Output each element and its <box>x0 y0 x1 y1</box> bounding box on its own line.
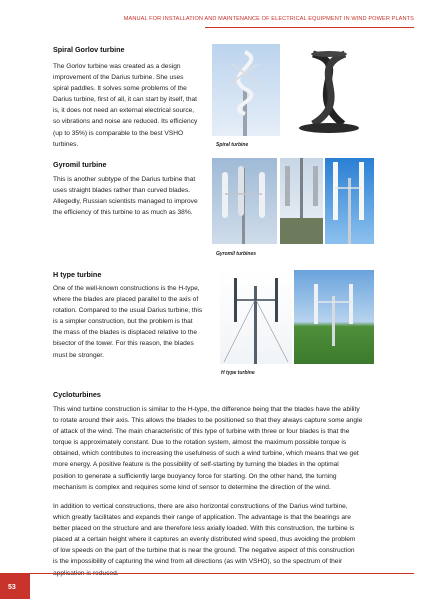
spiral-turbine-photo-2 <box>283 44 373 136</box>
text-line: Darius turbine, first of all, it can start by itself, that <box>53 96 198 104</box>
text-line: better placed on the structure and are therefore less axially loaded. With this construction, the turbine is <box>53 525 355 533</box>
text-line: placed at a certain height where it captures an evenly distributed wind speed, thus avoiding the problem <box>53 536 356 544</box>
text-line: torque is approximately constant. Due to the rotation system, almost the maximum possible torque is <box>53 439 347 447</box>
spiral-turbine-photo-1 <box>212 44 280 136</box>
text-line: is the impossibility of capturing the wind from all directions (as with VSHO), so the spectrum of their <box>53 558 343 566</box>
text-line: spiral paddles. It solves some problems of the <box>53 85 187 93</box>
paragraph-cycloturbines-2 <box>53 501 382 579</box>
text-line: In addition to vertical constructions, there are also horizontal constructions of the Darius wind turbine, <box>53 503 348 510</box>
text-line: improvement of the Darius turbine. She uses <box>53 74 184 82</box>
page-number: 53 <box>8 584 16 591</box>
text-line: which greatly facilitates and expands their range of application. The advantage is that the bearings are <box>53 514 351 522</box>
text-line: Allegedly, Russian scientists managed to improve <box>53 198 198 206</box>
running-header: MANUAL FOR INSTALLATION AND MAINTENANCE OF ELECTRICAL EQUIPMENT IN WIND POWER PLANTS <box>123 16 414 22</box>
text-line: One of the well-known constructions is the H-type, <box>53 285 200 292</box>
section-title-htype: H type turbine <box>53 270 102 279</box>
gyromil-turbine-photo-3 <box>325 158 374 244</box>
text-line: turbines. <box>53 140 79 148</box>
text-line: must be stronger. <box>53 351 104 359</box>
text-line: This is another subtype of the Darius turbine that <box>53 176 196 183</box>
paragraph-cycloturbines-1 <box>53 404 382 493</box>
caption-gyromil: Gyromil turbines <box>216 251 257 257</box>
text-line: to rotate around their axis. This allows the blades to be positioned so that they always capture some angle <box>53 417 363 425</box>
caption-htype: H type turbine <box>221 370 255 376</box>
h-type-turbine-photo-1 <box>220 270 292 364</box>
text-line: This wind turbine construction is similar to the H-type, the difference being that the blades have the ability <box>53 406 360 413</box>
footer-rule <box>30 573 414 574</box>
text-line: position to generate a sufficiently large buoyancy force for starting. On the other hand, the turning <box>53 472 337 480</box>
caption-spiral: Spiral turbine <box>216 142 249 148</box>
header-rule <box>205 27 414 28</box>
section-title-spiral: Spiral Gorlov turbine <box>53 45 125 54</box>
gyromil-turbine-photo-2 <box>280 158 323 244</box>
text-line: so vibrations and noise are reduced. Its efficiency <box>53 118 198 126</box>
h-type-turbine-photo-2 <box>294 270 374 364</box>
paragraph-gyromil <box>53 174 207 218</box>
section-title-cycloturbines: Cycloturbines <box>53 390 101 399</box>
text-line: of attack of the wind. The main characteristic of this type of turbine with three or four blades is that the <box>53 428 350 436</box>
gyromil-turbine-photo-1 <box>212 158 277 244</box>
paragraph-htype <box>53 283 211 361</box>
text-line: is a simpler construction, but the problem is that <box>53 318 193 326</box>
text-line: obtained, which contributes to increasing the usefulness of such a wind turbine, which means that we get <box>53 450 359 458</box>
text-line: uses straight blades rather than curved blades. <box>53 187 191 195</box>
text-line: mechanism is complex and requires some kind of sensor to determine the direction of the wind. <box>53 483 331 491</box>
text-line: The Gorlov turbine was created as a design <box>53 63 181 70</box>
text-line: of low speeds on the part of the turbine that is near the ground. The negative aspect of this construction <box>53 547 355 555</box>
text-line: the mass of the blades is displaced relative to the <box>53 329 198 337</box>
paragraph-spiral <box>53 61 207 150</box>
text-line: bisector of the tower. For this reason, the blades <box>53 340 194 348</box>
text-line: rotation. Compared to the usual Darius turbine, this <box>53 307 203 315</box>
text-line: the efficiency of this turbine to as much as 38%. <box>53 209 193 217</box>
text-line: where the blades are placed parallel to the axis of <box>53 296 199 304</box>
text-line: (up to 35%) is comparable to the best VSHO <box>53 129 184 137</box>
section-title-gyromil: Gyromil turbine <box>53 160 107 169</box>
text-line: more energy. A positive feature is the possibility of self-starting by turning the blades in the optimal <box>53 461 339 469</box>
text-line: is, it does not need an external electrical source, <box>53 107 195 115</box>
